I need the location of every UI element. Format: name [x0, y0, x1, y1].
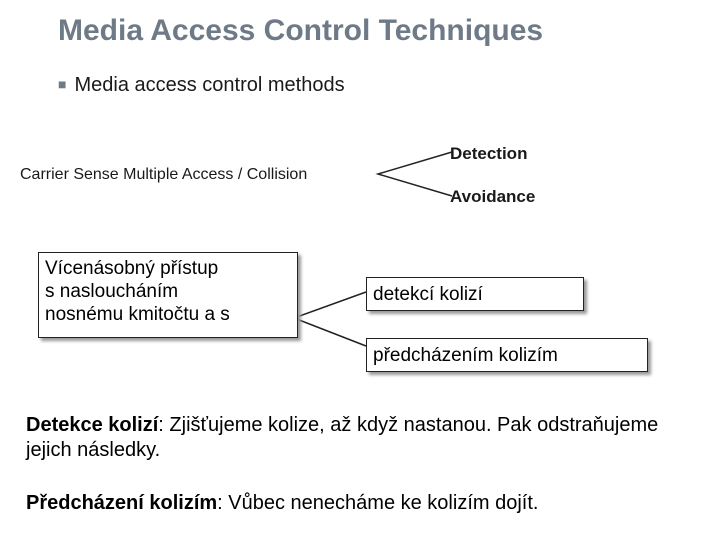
czech-box-line: s nasloucháním: [45, 281, 179, 302]
branch-detection: Detection: [450, 144, 528, 163]
slide-title: Media Access Control Techniques: [58, 14, 544, 47]
czech-branch-connector: [294, 292, 366, 346]
bullet-text: Media access control methods: [74, 74, 345, 96]
definition-text: : Vůbec nenecháme ke kolizím dojít.: [217, 492, 539, 514]
csma-label: Carrier Sense Multiple Access / Collision: [20, 166, 308, 183]
branch-box-collision-avoidance: předcházením kolizím: [366, 338, 648, 372]
definition-avoidance: [26, 491, 706, 516]
definition-detection: [26, 413, 666, 463]
czech-box-line: Vícenásobný přístup: [45, 258, 219, 279]
csma-branch-connector: [378, 152, 452, 196]
czech-box-line: nosnému kmitočtu a s: [45, 304, 230, 325]
definition-text: : Zjišťujeme kolize, až když nastanou. Pak odstraňujeme jejich následky.: [26, 414, 659, 461]
czech-csma-box: [38, 252, 298, 338]
branch-box-collision-detection: detekcí kolizí: [366, 277, 584, 311]
definition-term: Detekce kolizí: [26, 414, 159, 436]
branch-avoidance: Avoidance: [450, 187, 536, 206]
definition-term: Předcházení kolizím: [26, 492, 218, 514]
square-bullet-icon: ■: [58, 76, 67, 92]
